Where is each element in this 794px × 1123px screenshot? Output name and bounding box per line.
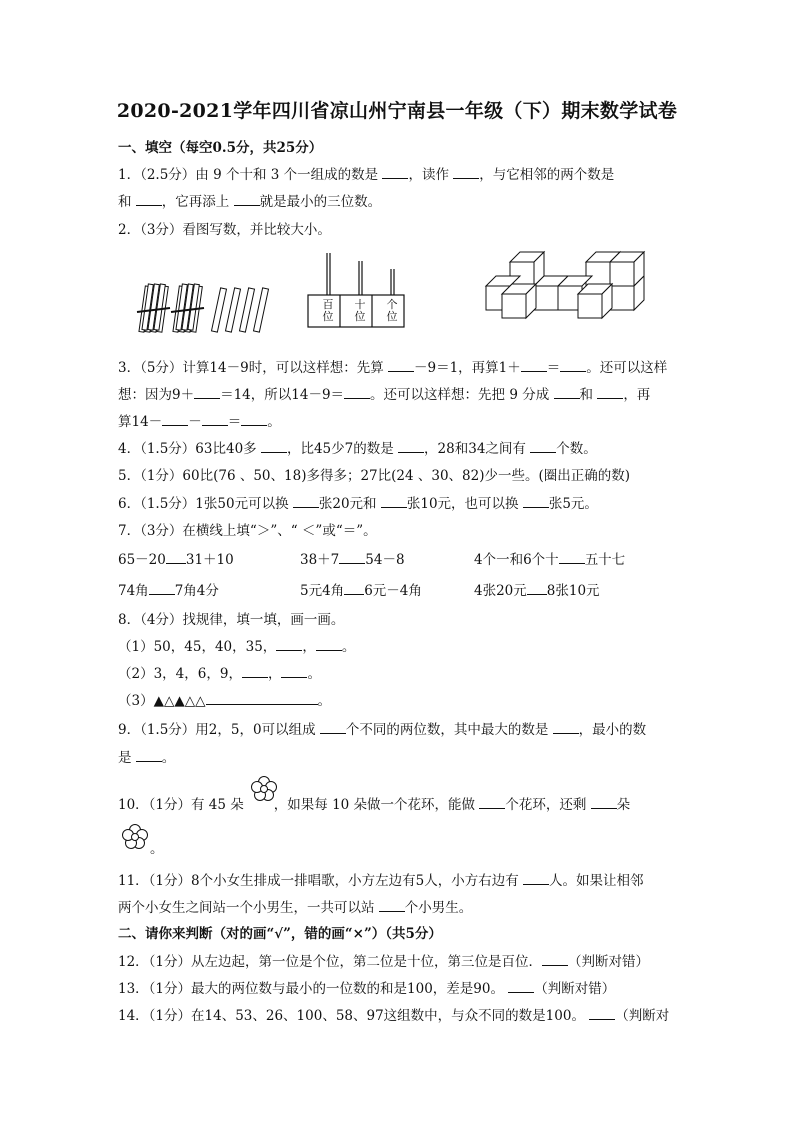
answer-blank[interactable] [293, 495, 319, 508]
answer-blank[interactable] [398, 440, 424, 453]
answer-blank[interactable] [242, 665, 268, 678]
question-3-line-2: 想：因为9＋ ＝14，所以14－9＝ 。还可以这样想：先把 9 分成 和 ，再 [118, 387, 651, 403]
single-sticks [211, 288, 268, 332]
compare-item: 4张20元 8张10元 [474, 583, 600, 599]
answer-blank[interactable] [560, 359, 586, 372]
answer-blank[interactable] [521, 359, 547, 372]
question-10-line-1: 10．（1分）有 45 朵 ，如果每 10 朵做一个花环，能做 个花环，还剩 朵 [118, 797, 631, 813]
compare-item: 5元4角 6元－4角 [300, 583, 422, 599]
answer-blank[interactable] [453, 166, 479, 179]
answer-blank[interactable] [382, 166, 408, 179]
answer-blank[interactable] [194, 386, 220, 399]
answer-blank[interactable] [597, 386, 623, 399]
answer-blank[interactable] [241, 413, 267, 426]
answer-blank[interactable] [523, 872, 549, 885]
stick-bundle-2 [171, 284, 204, 332]
answer-blank[interactable] [206, 692, 318, 705]
answer-blank[interactable] [381, 495, 407, 508]
compare-item: 74角 7角4分 [118, 583, 219, 599]
question-11-line-1: 11．（1分）8个小女生排成一排唱歌，小方左边有5人，小方右边有 人。如果让相邻 [118, 873, 644, 889]
page-title: 2020-2021学年四川省凉山州宁南县一年级（下）期末数学试卷 [116, 100, 678, 122]
answer-blank[interactable] [276, 638, 302, 651]
question-4: 4．（1.5分）63比40多 ，比45少7的数是 ，28和34之间有 个数。 [118, 441, 597, 457]
answer-blank[interactable] [523, 495, 549, 508]
stick-bundles-figure [134, 282, 284, 338]
answer-blank[interactable] [162, 413, 188, 426]
question-5: 5．（1分）60比(76 、50、18)多得多；27比(24 、30、82)少一些。(圈出正确的数) [118, 468, 631, 484]
answer-blank[interactable] [508, 980, 534, 993]
question-8: 8．（4分）找规律，填一填，画一画。 [118, 612, 345, 628]
answer-blank[interactable] [316, 638, 342, 651]
stick-bundle-1 [137, 284, 170, 332]
answer-blank[interactable] [320, 721, 346, 734]
answer-blank[interactable] [553, 721, 579, 734]
abacus-label-tens: 十 位 [354, 298, 366, 323]
answer-blank[interactable] [379, 899, 405, 912]
answer-blank[interactable] [166, 551, 186, 564]
answer-blank[interactable] [530, 440, 556, 453]
question-1-line-1: 1．（2.5分）由 9 个十和 3 个一组成的数是 ，读作 ，与它相邻的两个数是 [118, 167, 615, 183]
question-7: 7．（3分）在横线上填“＞”、“ ＜”或“＝”。 [118, 523, 377, 539]
question-9-line-1: 9．（1.5分）用2，5，0可以组成 个不同的两位数，其中最大的数是 ，最小的数 [118, 722, 647, 738]
answer-blank[interactable] [136, 749, 162, 762]
answer-blank[interactable] [261, 440, 287, 453]
answer-blank[interactable] [234, 193, 260, 206]
abacus-figure [306, 251, 406, 329]
abacus-label-ones: 个 位 [386, 298, 398, 323]
question-2: 2．（3分）看图写数，并比较大小。 [118, 222, 331, 238]
compare-item: 4个一和6个十 五十七 [474, 552, 626, 568]
flower-icon [250, 775, 278, 803]
answer-blank[interactable] [559, 551, 585, 564]
answer-blank[interactable] [149, 582, 175, 595]
answer-blank[interactable] [591, 796, 617, 809]
answer-blank[interactable] [344, 582, 364, 595]
question-6: 6．（1.5分）1张50元可以换 张20元和 张10元，也可以换 张5元。 [118, 496, 598, 512]
compare-item: 38＋7 54－8 [300, 552, 405, 568]
cube-stack [486, 252, 644, 318]
question-8-part-1: （1）50，45，40，35， ， 。 [118, 639, 356, 655]
abacus-label-hundreds: 百 位 [322, 298, 334, 323]
answer-blank[interactable] [281, 665, 307, 678]
answer-blank[interactable] [136, 193, 162, 206]
section-heading-fill-in: 一、填空（每空0.5分，共25分） [118, 140, 323, 156]
compare-item: 65－20 31＋10 [118, 552, 234, 568]
answer-blank[interactable] [344, 386, 370, 399]
question-3-line-1: 3．（5分）计算14－9时，可以这样想：先算 －9＝1，再算1＋ ＝ 。还可以这样 [118, 360, 668, 376]
question-9-line-2: 是 。 [118, 750, 176, 766]
answer-blank[interactable] [479, 796, 505, 809]
question-10-end: 。 [150, 841, 164, 857]
answer-blank[interactable] [202, 413, 228, 426]
question-8-part-2: （2）3，4，6，9， ， 。 [118, 666, 321, 682]
flower-icon [121, 823, 149, 851]
question-8-part-3: （3）▲△▲△△ 。 [118, 693, 331, 709]
question-1-line-2: 和 ，它再添上 就是最小的三位数。 [118, 194, 382, 210]
section-heading-true-false: 二、请你来判断（对的画“√”，错的画“×”）（共5分） [118, 926, 442, 942]
question-12: 12．（1分）从左边起，第一位是个位，第二位是十位，第三位是百位． （判断对错） [118, 954, 650, 970]
answer-blank[interactable] [554, 386, 580, 399]
answer-blank[interactable] [388, 359, 414, 372]
answer-blank[interactable] [589, 1007, 615, 1020]
question-13: 13．（1分）最大的两位数与最小的一位数的和是100，差是90。 （判断对错） [118, 981, 616, 997]
answer-blank[interactable] [339, 551, 365, 564]
answer-blank[interactable] [527, 582, 547, 595]
question-11-line-2: 两个小女生之间站一个小男生，一共可以站 个小男生。 [118, 900, 473, 916]
question-3-line-3: 算14－ － ＝ 。 [118, 414, 281, 430]
cubes-figure [480, 248, 650, 322]
answer-blank[interactable] [542, 953, 568, 966]
question-14: 14．（1分）在14、53、26、100、58、97这组数中，与众不同的数是100。 （判断对 [118, 1008, 670, 1024]
